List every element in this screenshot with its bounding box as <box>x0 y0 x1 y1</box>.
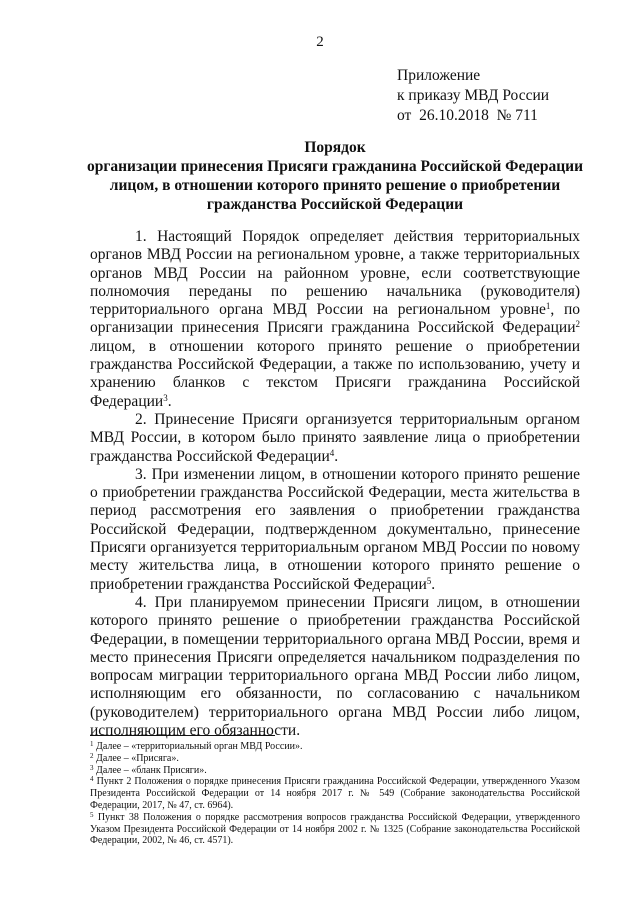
footnote <box>90 765 580 777</box>
title-line: гражданства Российской Федерации <box>206 196 464 213</box>
appendix-line: к приказу МВД России <box>397 87 550 104</box>
paragraph-text: 2. Принесение Присяги организуется территориальным органом МВД России, в котором было принято заявление лица о приобретении гражданства Российской Федерации <box>90 410 580 465</box>
footnote-text: Далее – «территориальный орган МВД России». <box>93 741 303 752</box>
paragraph-text: лицом, в отношении которого принято решение о приобретении гражданства Российской Федерации, а также по использованию, учету и хранению бланков с текстом Присяги гражданина Российской Федерации <box>90 337 580 410</box>
title-line: организации принесения Присяги гражданина Российской Федерации <box>86 158 584 175</box>
footnotes <box>90 741 580 847</box>
appendix-header <box>397 66 549 126</box>
title-line: Порядок <box>304 139 366 156</box>
paragraph-text: , по организации принесения Присяги гражданина Российской Федерации <box>90 301 580 337</box>
document-title <box>80 138 590 214</box>
title-line: лицом, в отношении которого принято решение о приобретении <box>109 177 561 194</box>
paragraph-2 <box>90 411 580 466</box>
paragraph-4: 4. При планируемом принесении Присяги лицом, в отношении которого принято решение о приобретении гражданства Российской Федерации, в помещении территориального органа МВД России, время и место принесения Присяги определяется начальником подразделения по вопросам миграции территориального органа МВД России либо лицом, исполняющим его обязанности, по согласованию с начальником (руководителем) территориального органа МВД России либо лицом, исполняющим его обязанности. <box>90 593 580 740</box>
footnote-text: Далее – «Присяга». <box>93 752 179 764</box>
paragraph-text: 1. Настоящий Порядок определяет действия территориальных органов МВД России на региональном уровне, а также территориальных органов МВД России на районном уровне, если соответствующие полномочия переданы по решению начальника (руководителя) территориального органа МВД России на региональном уровне <box>90 228 580 319</box>
appendix-line: Приложение <box>397 67 481 84</box>
footnote-number: 5 <box>90 810 94 819</box>
footnote-text: Пункт 2 Положения о порядке принесения Присяги гражданина Российской Федерации, утвержденного Указом Президента Российской Федерации от 14 ноября 2017 г. № 549 (Собрание законодательства Российской Федерации, 2017, № 47, ст. 6964). <box>90 776 580 811</box>
footnote <box>90 753 580 765</box>
footnote-ref: 2 <box>575 319 580 330</box>
footnote <box>90 776 580 811</box>
footnote-number: 3 <box>90 763 94 772</box>
footnote <box>90 741 580 753</box>
footnote-text: Пункт 38 Положения о порядке рассмотрения вопросов гражданства Российской Федерации, утвержденного Указом Президента Российской Федерации от 14 ноября 2002 г. № 1325 (Собрание законодательства Российской Федерации, 2002, № 46, ст. 4571). <box>90 811 580 847</box>
appendix-line: от 26.10.2018 № 711 <box>397 107 538 124</box>
footnote-divider <box>90 735 275 736</box>
footnote-text: Далее – «бланк Присяги». <box>93 764 207 776</box>
paragraph-text: . <box>334 447 339 465</box>
paragraph-text: . <box>431 575 436 593</box>
document-body <box>90 228 580 740</box>
footnote-number: 4 <box>90 775 94 784</box>
page-number: 2 <box>316 34 324 50</box>
footnote-ref: 1 <box>545 301 551 312</box>
paragraph-text: 3. При изменении лицом, в отношении которого принято решение о приобретении гражданства Российской Федерации, места жительства в период рассмотрения его заявления о приобретении гражданства Российской Федерации, подтвержденном документально, принесение Присяги организуется территориальным органом МВД России по новому месту жительства лица, в отношении которого принято решение о приобретении гражданства Российской Федерации <box>90 465 580 593</box>
footnote-number: 1 <box>90 740 94 748</box>
footnote-number: 2 <box>90 751 94 760</box>
paragraph-text: . <box>167 392 172 410</box>
footnote-ref: 3 <box>163 392 168 403</box>
paragraph-3 <box>90 466 580 594</box>
paragraph-1 <box>90 228 580 411</box>
footnote <box>90 812 580 847</box>
footnote-ref: 4 <box>329 447 335 458</box>
footnote-ref: 5 <box>426 575 432 586</box>
